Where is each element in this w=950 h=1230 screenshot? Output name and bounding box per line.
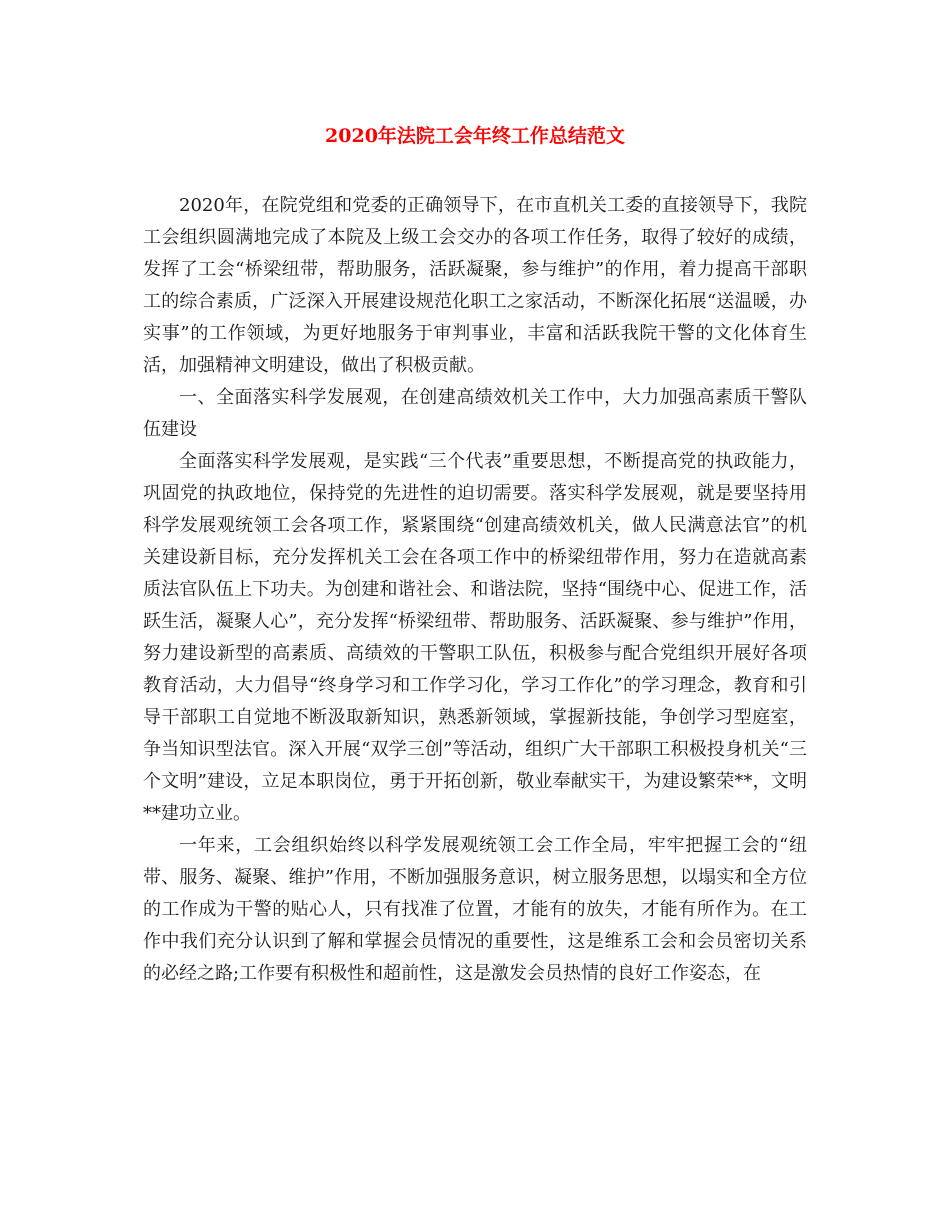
paragraph-intro: 2020年，在院党组和党委的正确领导下，在市直机关工委的直接领导下，我院工会组织圆满地完成了本院及上级工会交办的各项工作任务，取得了较好的成绩，发挥了工会“桥梁纽带，帮助服务，活跃凝聚，参与维护”的作用，着力提高干部职工的综合素质，广泛深入开展建设规范化职工之家活动，不断深化拓展“送温暖，办实事”的工作领域，为更好地服务于审判事业，丰富和活跃我院干警的文化体育生活，加强精神文明建设，做出了积极贡献。: [143, 195, 807, 376]
section-heading-one: 一、全面落实科学发展观，在创建高绩效机关工作中，大力加强高素质干警队伍建设: [143, 387, 807, 440]
document-title: 2020年法院工会年终工作总结范文: [325, 125, 625, 147]
paragraph-science-development: 全面落实科学发展观，是实践“三个代表”重要思想，不断提高党的执政能力，巩固党的执政地位，保持党的先进性的迫切需要。落实科学发展观，就是要坚持用科学发展观统领工会各项工作，紧紧围绕“创建高绩效机关，做人民满意法官”的机关建设新目标，充分发挥机关工会在各项工作中的桥梁纽带作用，努力在造就高素质法官队伍上下功夫。为创建和谐社会、和谐法院，坚持“围绕中心、促进工作，活跃生活，凝聚人心”，充分发挥“桥梁纽带、帮助服务、活跃凝聚、参与维护”作用，努力建设新型的高素质、高绩效的干警职工队伍，积极参与配合党组织开展好各项教育活动，大力倡导“终身学习和工作学习化，学习工作化”的学习理念，教育和引导干部职工自觉地不断汲取新知识，熟悉新领域，掌握新技能，争创学习型庭室，争当知识型法官。深入开展“双学三创”等活动，组织广大干部职工积极投身机关“三个文明”建设，立足本职岗位，勇于开拓创新，敬业奉献实干，为建设繁荣**，文明**建功立业。: [143, 451, 807, 824]
document-body: [143, 190, 807, 990]
paragraph-year-review: 一年来，工会组织始终以科学发展观统领工会工作全局，牢牢把握工会的“纽带、服务、凝聚、维护”作用，不断加强服务意识，树立服务思想，以塌实和全方位的工作成为干警的贴心人，只有找准了位置，才能有的放失，才能有所作为。在工作中我们充分认识到了解和掌握会员情况的重要性，这是维系工会和会员密切关系的必经之路;工作要有积极性和超前性，这是激发会员热情的良好工作姿态，在: [143, 835, 807, 984]
